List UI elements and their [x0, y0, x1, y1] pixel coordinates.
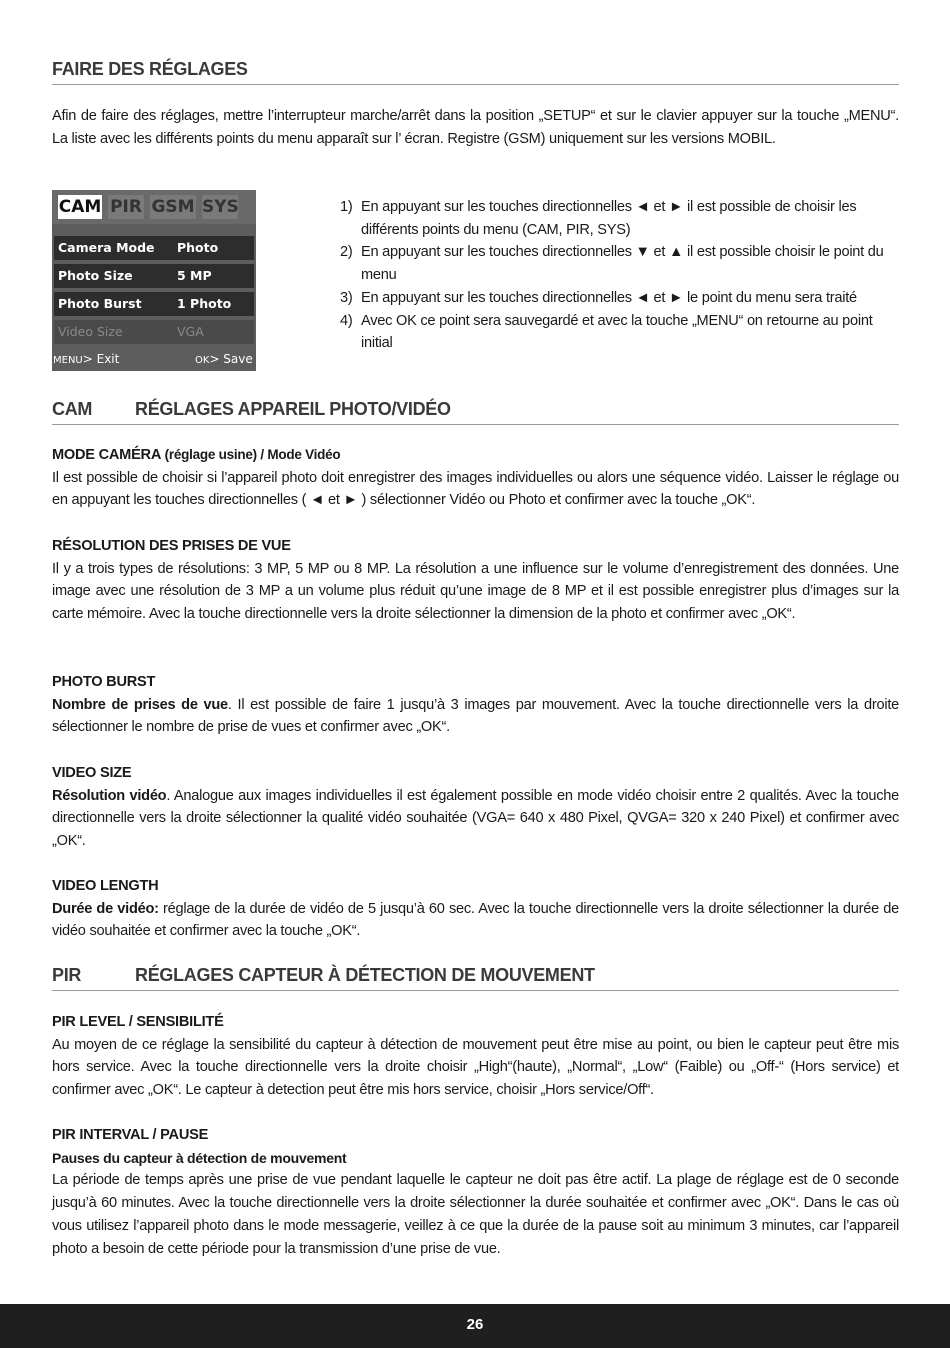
- section-title: RÉGLAGES CAPTEUR À DÉTECTION DE MOUVEMENT: [135, 965, 595, 985]
- video-length-block: [52, 875, 899, 943]
- section-heading-cam: [52, 398, 899, 425]
- page-number: 26: [466, 1316, 484, 1333]
- menu-row-photo-burst: Photo Burst 1 Photo: [54, 292, 254, 316]
- tab-pir: PIR: [108, 195, 144, 219]
- step-item: 4) Avec OK ce point sera sauvegardé et avec la touche „MENU“ on retourne au point initial: [340, 312, 873, 352]
- footer-bar: [0, 1304, 950, 1348]
- tab-gsm: GSM: [151, 197, 195, 217]
- intro-paragraph: Afin de faire des réglages, mettre l’interrupteur marche/arrêt dans la position „SETUP“ et sur le clavier appuyer sur la touche „MENU“. La liste avec les différents points du menu apparaît sur l’ écran. Registre (GSM) uniquement sur les versions MOBIL.: [52, 108, 899, 147]
- step-item: 2) En appuyant sur les touches directionnelles ▼ et ▲ il est possible choisir le point du menu: [340, 244, 884, 284]
- video-size-block: [52, 762, 899, 853]
- section-heading-settings: [52, 58, 899, 85]
- steps-list: [340, 196, 900, 355]
- pir-interval-subtitle: Pauses du capteur à détection de mouvement: [52, 1149, 347, 1166]
- section-title: RÉGLAGES APPAREIL PHOTO/VIDÉO: [135, 399, 451, 419]
- mode-camera-block: [52, 444, 899, 512]
- menu-save-hint: OK> Save: [195, 352, 253, 366]
- section-code: PIR: [52, 965, 82, 985]
- menu-exit-hint: MENU> Exit: [53, 352, 120, 366]
- step-item: 3) En appuyant sur les touches directionnelles ◄ et ► le point du menu sera traité: [340, 289, 857, 306]
- video-size-body: . Analogue aux images individuelles il est également possible en mode vidéo choisir entre 2 qualités. Avec la touche directionnelle vers la droite sélectionner la qualité vidéo souhaitée (VGA= 640 x 480 Pixel, QVGA= 320 x 240 Pixel) et confirmer avec „OK“.: [52, 787, 899, 850]
- mode-camera-title: MODE CAMÉRA (réglage usine) / Mode Vidéo: [52, 447, 341, 463]
- tab-cam: CAM: [58, 197, 102, 217]
- menu-row-video-size: Video Size VGA: [54, 320, 254, 344]
- burst-lead: Nombre de prises de vue: [52, 696, 228, 713]
- resolution-block: [52, 535, 899, 626]
- video-length-title: VIDEO LENGTH: [52, 878, 159, 894]
- video-size-title: VIDEO SIZE: [52, 765, 132, 781]
- video-length-lead: Durée de vidéo:: [52, 900, 159, 917]
- pir-level-block: [52, 1011, 899, 1102]
- video-length-body: réglage de la durée de vidéo de 5 jusqu’à 60 sec. Avec la touche directionnelle vers la droite sélectionner la durée de vidéo souhaitée et confirmer avec la touche „OK“.: [52, 900, 899, 940]
- section-heading-pir: [52, 964, 899, 991]
- burst-block: [52, 671, 899, 739]
- mode-camera-body: Il est possible de choisir si l’appareil photo doit enregistrer des images individuelles ou alors une séquence vidéo. Laisser le réglage ou en appuyant les touches directionnelles ( ◄ et ► ) sélectionner Vidéo ou Photo et confirmer avec la touche „OK“.: [52, 469, 899, 509]
- camera-menu-screenshot: [52, 190, 256, 371]
- video-size-lead: Résolution vidéo: [52, 787, 167, 804]
- resolution-title: RÉSOLUTION DES PRISES DE VUE: [52, 538, 291, 554]
- step-item: 1) En appuyant sur les touches directionnelles ◄ et ► il est possible de choisir les différents points du menu (CAM, PIR, SYS): [340, 199, 857, 238]
- pir-interval-title: PIR INTERVAL / PAUSE: [52, 1127, 209, 1143]
- section-code: CAM: [52, 399, 93, 419]
- pir-interval-block: [52, 1124, 899, 1260]
- tab-sys: SYS: [202, 197, 239, 217]
- heading-title: FAIRE DES RÉGLAGES: [52, 59, 248, 79]
- pir-level-body: Au moyen de ce réglage la sensibilité du capteur à détection de mouvement peut être mise au point, ou bien le capteur peut être mis hors service. Avec la touche directionnelle vers la droite choisir „High“(haute), „Normal“, „Low“ (Faible) ou „Off-“ (Hors service) et confirmer avec „OK“. Le capteur à detection peut être mis hors service, choisir „Hors service/Off“.: [52, 1036, 899, 1099]
- menu-row-camera-mode: Camera Mode Photo: [54, 236, 254, 260]
- menu-tabs: [52, 190, 256, 224]
- pir-level-title: PIR LEVEL / SENSIBILITÉ: [52, 1014, 224, 1030]
- burst-title: PHOTO BURST: [52, 674, 156, 690]
- menu-row-photo-size: Photo Size 5 MP: [54, 264, 254, 288]
- resolution-body: Il y a trois types de résolutions: 3 MP, 5 MP ou 8 MP. La résolution a une influence sur le volume d’enregistrement des données. Une image avec une résolution de 3 MP a un volume plus réduit qu’une image de 8 MP et il est possible enregistrer plus d’images sur la carte mémoire. Avec la touche directionnelle vers la droite sélectionner la dimension de la photo et confirmer avec „OK“.: [52, 560, 899, 623]
- burst-body: . Il est possible de faire 1 jusqu’à 3 images par mouvement. Avec la touche directionnelle vers la droite sélectionner le nombre de prise de vues et confirmer avec „OK“.: [52, 696, 899, 736]
- pir-interval-body: La période de temps après une prise de vue pendant laquelle le capteur ne doit pas être actif. La plage de réglage est de 0 seconde jusqu’à 60 minutes. Avec la touche directionnelle vers la droite sélectionner la durée souhaitée et confirmer avec „OK“. Dans le cas où vous utilisez l’appareil photo dans le mode messagerie, veillez à ce que la durée de la pause soit au minimum 3 minutes, car l’appareil photo a besoin de cette période pour la transmission d’une prise de vue.: [52, 1172, 899, 1257]
